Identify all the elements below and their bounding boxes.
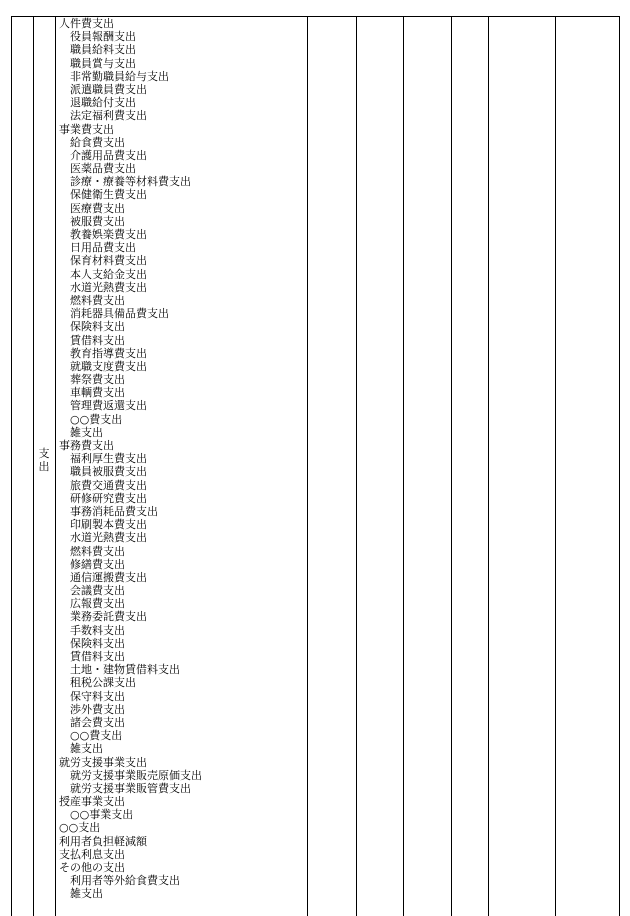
account-category: 支払利息支出 bbox=[59, 847, 125, 861]
account-subitem: 福利厚生費支出 bbox=[70, 452, 147, 466]
account-category: 授産事業支出 bbox=[59, 795, 125, 809]
account-subitem: 土地・建物賃借料支出 bbox=[70, 663, 180, 677]
column-divider bbox=[451, 16, 452, 916]
column-divider bbox=[33, 16, 34, 916]
account-subitem: 法定福利費支出 bbox=[70, 109, 147, 123]
account-subitem: 医薬品費支出 bbox=[70, 162, 136, 176]
account-subitem: 諸会費支出 bbox=[70, 715, 125, 729]
account-subitem: 会議費支出 bbox=[70, 584, 125, 598]
account-subitem: 被服費支出 bbox=[70, 214, 125, 228]
column-divider bbox=[11, 16, 12, 916]
column-divider bbox=[488, 16, 489, 916]
section-label-char: 出 bbox=[38, 460, 50, 473]
account-subitem: 業務委託費支出 bbox=[70, 610, 147, 624]
account-subitem: 車輌費支出 bbox=[70, 386, 125, 400]
account-subitem: 職員被服費支出 bbox=[70, 465, 147, 479]
account-subitem: 旅費交通費支出 bbox=[70, 478, 147, 492]
account-subitem: 渉外費支出 bbox=[70, 702, 125, 716]
account-subitem: 保育材料費支出 bbox=[70, 254, 147, 268]
column-divider bbox=[619, 16, 620, 916]
account-subitem: 燃料費支出 bbox=[70, 544, 125, 558]
account-category: その他の支出 bbox=[59, 861, 125, 874]
column-divider bbox=[555, 16, 556, 916]
account-subitem: 賃借料支出 bbox=[70, 650, 125, 663]
account-subitem: 葬祭費支出 bbox=[70, 373, 125, 387]
account-subitem: 管理費返還支出 bbox=[70, 399, 147, 413]
account-category: ○○支出 bbox=[59, 821, 101, 835]
account-subitem: ○○事業支出 bbox=[70, 808, 134, 822]
account-subitem: 教養娯楽費支出 bbox=[70, 228, 147, 241]
account-subitem: 医療費支出 bbox=[70, 201, 125, 215]
account-subitem: 雑支出 bbox=[70, 425, 103, 439]
account-subitem: 保守料支出 bbox=[70, 689, 125, 703]
account-subitem: 水道光熱費支出 bbox=[70, 280, 147, 294]
account-subitem: 燃料費支出 bbox=[70, 293, 125, 307]
section-label-char: 支 bbox=[38, 447, 50, 460]
account-subitem: 事務消耗品費支出 bbox=[70, 504, 158, 518]
account-category: 就労支援事業支出 bbox=[59, 755, 147, 769]
account-subitem: 利用者等外給食費支出 bbox=[70, 874, 180, 888]
account-subitem: 研修研究費支出 bbox=[70, 491, 147, 505]
column-divider bbox=[55, 16, 56, 916]
account-category: 事業費支出 bbox=[59, 122, 114, 136]
account-subitem: 消耗器具備品費支出 bbox=[70, 307, 169, 321]
section-label-expenditure bbox=[36, 447, 52, 473]
account-subitem: ○○費支出 bbox=[70, 729, 123, 743]
account-subitem: 職員給料支出 bbox=[70, 43, 136, 57]
account-subitem: 就労支援事業販管費支出 bbox=[70, 781, 191, 795]
account-subitem: 教育指導費支出 bbox=[70, 346, 147, 360]
account-category: 利用者負担軽減額 bbox=[59, 834, 147, 848]
account-subitem: 保健衛生費支出 bbox=[70, 188, 147, 202]
account-subitem: ○○費支出 bbox=[70, 412, 123, 426]
account-subitem: 広報費支出 bbox=[70, 597, 125, 611]
account-category: 事務費支出 bbox=[59, 439, 114, 452]
account-subitem: 水道光熱費支出 bbox=[70, 531, 147, 545]
account-subitem: 日用品費支出 bbox=[70, 241, 136, 255]
account-subitem: 雑支出 bbox=[70, 887, 103, 901]
account-subitem: 租税公課支出 bbox=[70, 676, 136, 690]
account-subitem: 手数料支出 bbox=[70, 623, 125, 637]
account-subitem: 通信運搬費支出 bbox=[70, 570, 147, 584]
account-subitem: 修繕費支出 bbox=[70, 557, 125, 571]
account-subitem: 雑支出 bbox=[70, 742, 103, 756]
account-subitem: 介護用品費支出 bbox=[70, 148, 147, 162]
column-divider bbox=[356, 16, 357, 916]
account-subitem: 非常勤職員給与支出 bbox=[70, 69, 169, 83]
account-subitem: 保険料支出 bbox=[70, 320, 125, 334]
account-subitem: 就職支度費支出 bbox=[70, 359, 147, 373]
account-subitem: 印刷製本費支出 bbox=[70, 518, 147, 532]
account-item-list bbox=[57, 17, 305, 901]
account-subitem: 診療・療養等材料費支出 bbox=[70, 175, 191, 189]
account-category: 人件費支出 bbox=[59, 17, 114, 30]
account-subitem: 本人支給金支出 bbox=[70, 267, 147, 281]
account-subitem: 派遣職員費支出 bbox=[70, 82, 147, 96]
column-divider bbox=[307, 16, 308, 916]
account-subitem: 職員賞与支出 bbox=[70, 56, 136, 70]
account-subitem: 賃借料支出 bbox=[70, 333, 125, 347]
account-subitem: 給食費支出 bbox=[70, 135, 125, 149]
account-subitem: 保険料支出 bbox=[70, 636, 125, 650]
column-divider bbox=[403, 16, 404, 916]
account-subitem: 退職給付支出 bbox=[70, 96, 136, 110]
account-subitem: 就労支援事業販売原価支出 bbox=[70, 768, 202, 782]
account-subitem: 役員報酬支出 bbox=[70, 30, 136, 44]
